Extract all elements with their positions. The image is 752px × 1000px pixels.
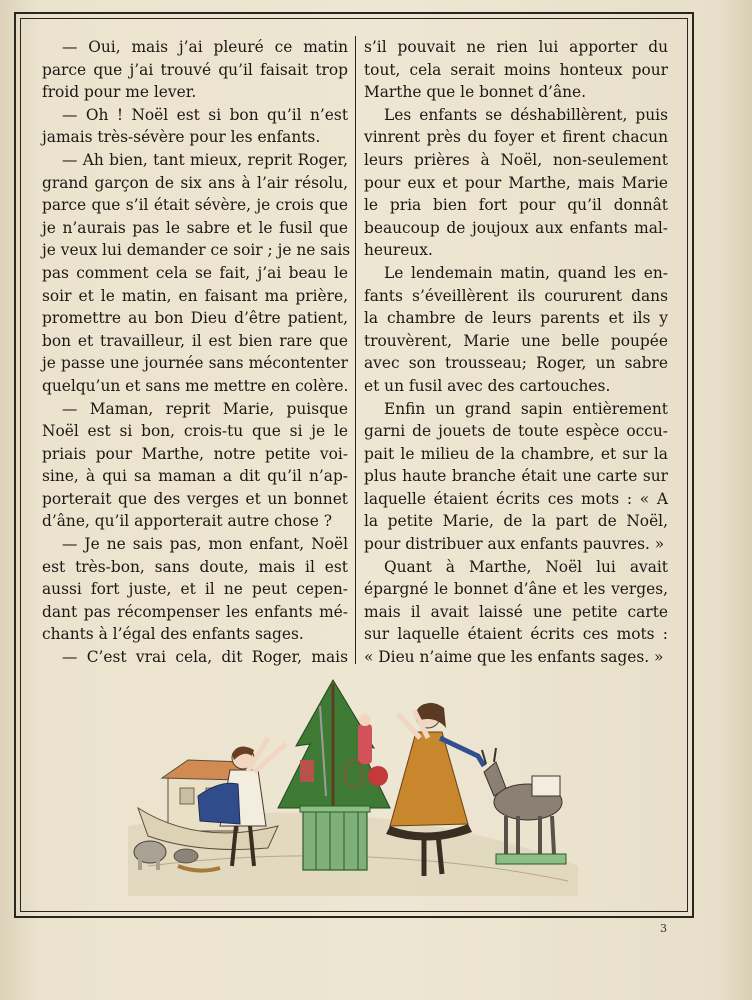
- text-line: trouvèrent, Marie une belle poupée: [364, 331, 668, 350]
- text-line: est très-bon, sans doute, mais il est: [42, 557, 348, 576]
- christmas-tree: [278, 680, 390, 810]
- text-line: s’il pouvait ne rien lui apporter du: [364, 38, 668, 56]
- text-line: porterait que des verges et un bonnet: [42, 489, 348, 508]
- text-line: — Oh ! Noël est si bon qu’il n’est: [62, 105, 348, 124]
- donkey-board: [496, 854, 566, 864]
- text-line: pour eux et pour Marthe, mais Marie: [364, 173, 668, 192]
- text-line: vinrent près du foyer et firent chacun: [364, 128, 668, 147]
- toy-doll: [358, 724, 372, 764]
- text-line: — Je ne sais pas, mon enfant, Noël: [62, 535, 348, 554]
- text-line: priais pour Marthe, notre petite voi-: [42, 444, 348, 463]
- text-line: la chambre de leurs parents et ils y: [364, 309, 668, 328]
- text-line: quelqu’un et sans me mettre en colère.: [42, 376, 349, 395]
- donkey-pack: [532, 776, 560, 796]
- text-line: épargné le bonnet d’âne et les verges,: [364, 580, 668, 599]
- christmas-illustration: [128, 676, 578, 896]
- text-line: Les enfants se déshabillèrent, puis: [384, 105, 668, 124]
- text-line: bon et travailleur, il est bien rare que: [42, 331, 348, 350]
- text-line: aussi fort juste, et il ne peut cepen-: [42, 580, 348, 599]
- text-line: Quant à Marthe, Noël lui avait: [384, 557, 668, 576]
- text-line: je n’aurais pas le sabre et le fusil que: [42, 218, 348, 237]
- text-line: leurs prières à Noël, non-seulement: [364, 150, 668, 169]
- text-line: Noël est si bon, crois-tu que si je le: [42, 422, 348, 441]
- text-line: je passe une journée sans mécontenter: [42, 354, 348, 373]
- text-line: plus haute branche était une carte sur: [364, 467, 668, 486]
- text-line: d’âne, qu’il apporterait autre chose ?: [42, 512, 333, 531]
- text-line: mais il avait laissé une petite carte: [364, 602, 668, 621]
- text-column-right: [364, 36, 668, 669]
- text-column-left: [42, 36, 351, 669]
- text-line: pas comment cela se fait, j’ai beau le: [42, 263, 348, 282]
- text-line: jamais très-sévère pour les enfants.: [42, 128, 321, 147]
- text-line: sine, à qui sa maman a dit qu’il n’ap-: [42, 467, 348, 486]
- text-line: promettre au bon Dieu d’être patient,: [42, 309, 348, 328]
- text-line: pait le milieu de la chambre, et sur la: [364, 444, 668, 463]
- page-number: 3: [660, 922, 667, 935]
- text-line: fants s’éveillèrent ils coururent dans: [364, 286, 668, 305]
- toy-sheep: [174, 849, 198, 863]
- tree-planter-box: [300, 806, 370, 870]
- text-line: garni de jouets de toute espèce occu-: [364, 422, 668, 441]
- toy-drum: [368, 766, 388, 786]
- text-line: la petite Marie, de la part de Noël,: [364, 512, 668, 531]
- text-line: Enfin un grand sapin entièrement: [384, 399, 668, 418]
- text-line: dant pas récompenser les enfants mé-: [42, 602, 348, 621]
- text-line: — Maman, reprit Marie, puisque: [62, 399, 348, 418]
- text-line: laquelle étaient écrits ces mots : « A: [364, 489, 668, 508]
- text-line: le pria bien fort pour qu’il donnât: [364, 196, 668, 215]
- text-line: tout, cela serait moins honteux pour: [364, 60, 668, 79]
- text-line: — Ah bien, tant mieux, reprit Roger,: [62, 150, 348, 169]
- text-line: et un fusil avec des cartouches.: [364, 376, 611, 395]
- text-line: sur laquelle étaient écrits ces mots :: [364, 625, 668, 644]
- text-line: chants à l’égal des enfants sages.: [42, 625, 304, 644]
- text-line: Le lendemain matin, quand les en-: [384, 263, 668, 282]
- text-line: pour distribuer aux enfants pauvres. »: [364, 535, 665, 554]
- text-line: — Oui, mais j’ai pleuré ce matin: [62, 38, 348, 56]
- column-divider: [355, 36, 356, 664]
- text-line: parce que s’il était sévère, je crois que: [42, 196, 348, 215]
- text-line: beaucoup de joujoux aux enfants mal-: [364, 218, 668, 237]
- text-line: — C’est vrai cela, dit Roger, mais: [62, 648, 348, 667]
- toy-soldier: [300, 760, 314, 782]
- text-line: heureux.: [364, 241, 433, 260]
- text-line: avec son trousseau; Roger, un sabre: [364, 354, 668, 373]
- text-line: grand garçon de six ans à l’air résolu,: [42, 173, 348, 192]
- text-line: froid pour me lever.: [42, 83, 197, 102]
- text-line: soir et le matin, en faisant ma prière,: [42, 286, 348, 305]
- text-line: je veux lui demander ce soir ; je ne sais: [42, 241, 351, 260]
- text-line: parce que j’ai trouvé qu’il faisait trop: [42, 60, 348, 79]
- text-line: « Dieu n’aime que les enfants sages. »: [364, 648, 664, 667]
- text-line: Marthe que le bonnet d’âne.: [364, 83, 587, 102]
